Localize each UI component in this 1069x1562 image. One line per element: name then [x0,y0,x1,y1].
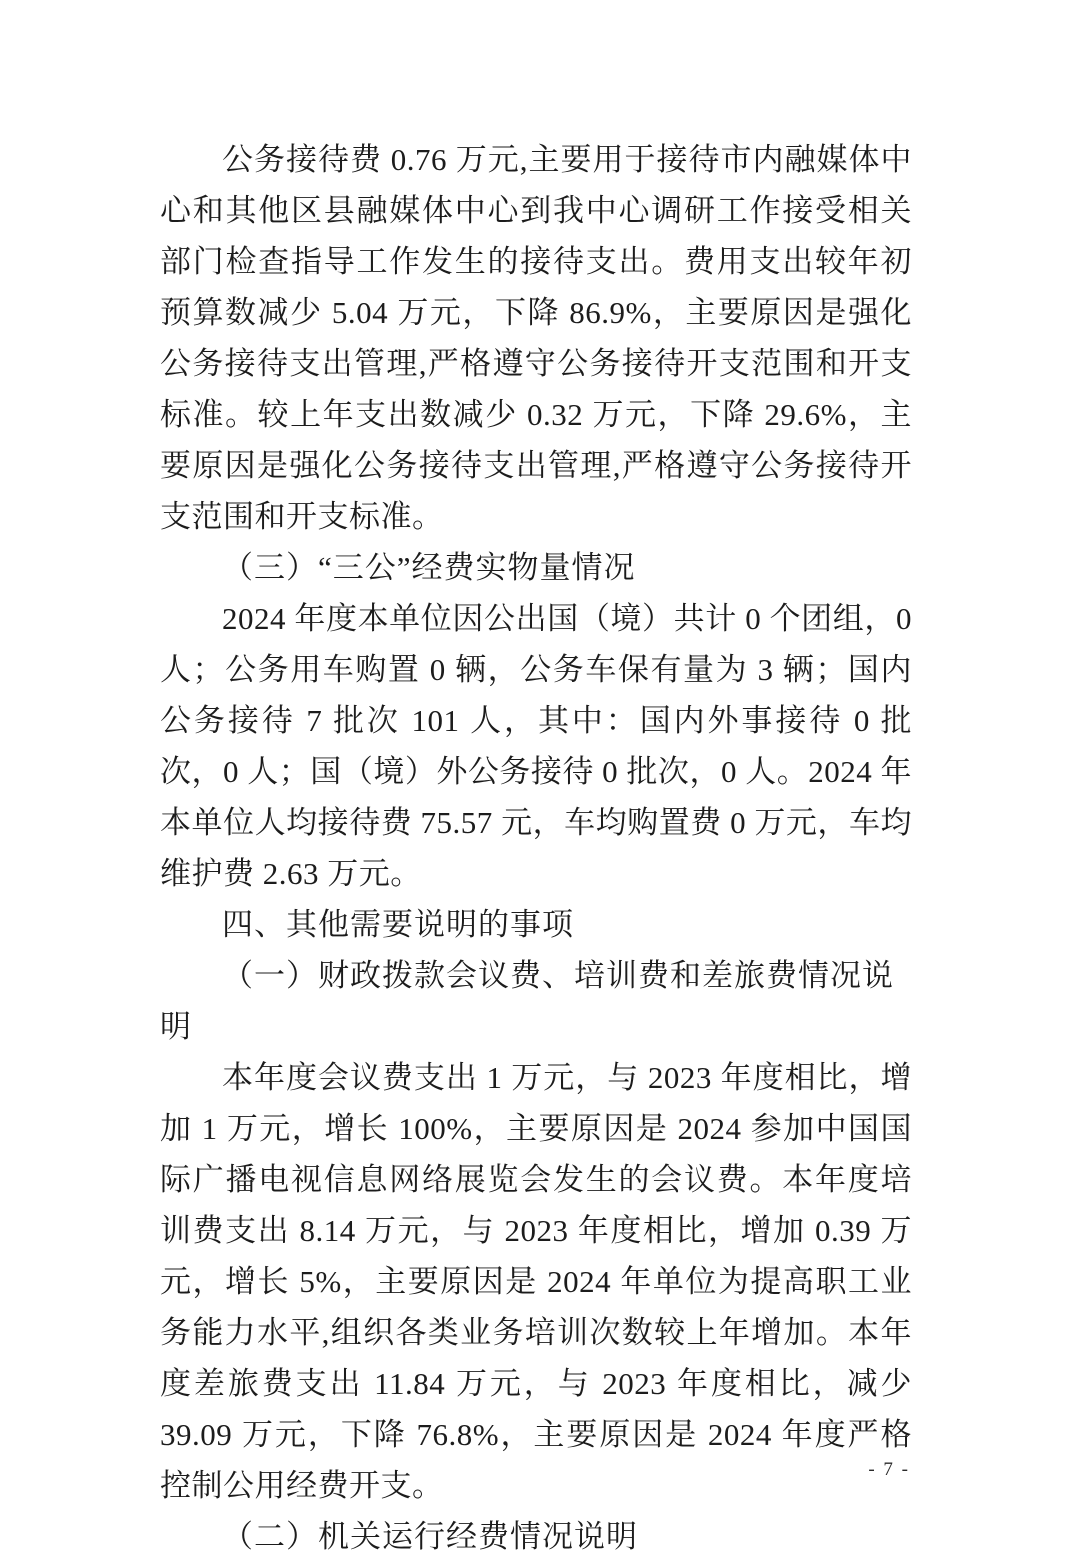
paragraph-expense-quantities-detail: 2024 年度本单位因公出国（境）共计 0 个团组，0 人；公务用车购置 0 辆，公务车保有量为 3 辆；国内公务接待 7 批次 101 人，其中：国内外事接待 0 批次，0 人；国（境）外公务接待 0 批次，0 人。2024 年本单位人均接待费 75.57 元，车均购置费 0 万元，车均维护费 2.63 万元。 [160,601,912,891]
page-number: - 7 - [868,1459,910,1480]
heading-section-two-agency-operating-funds: （二）机关运行经费情况说明 [222,1519,638,1554]
heading-chapter-four-other-matters: 四、其他需要说明的事项 [222,907,574,942]
document-content [160,134,912,1562]
paragraph-official-reception-expense: 公务接待费 0.76 万元,主要用于接待市内融媒体中心和其他区县融媒体中心到我中心调研工作接受相关部门检查指导工作发生的接待支出。费用支出较年初预算数减少 5.04 万元，下降 86.9%，主要原因是强化公务接待支出管理,严格遵守公务接待开支范围和开支标准。较上年支出数减少 0.32 万元，下降 29.6%，主要原因是强化公务接待支出管理,严格遵守公务接待开支范围和开支标准。 [160,142,912,534]
heading-section-one-meeting-training-travel-fees: （一）财政拨款会议费、培训费和差旅费情况说明 [160,958,894,1044]
heading-section-three-public-expense-quantities: （三）“三公”经费实物量情况 [222,550,636,585]
paragraph-meeting-training-travel-detail: 本年度会议费支出 1 万元，与 2023 年度相比，增加 1 万元，增长 100%，主要原因是 2024 参加中国国际广播电视信息网络展览会发生的会议费。本年度培训费支出 8.14 万元，与 2023 年度相比，增加 0.39 万元，增长 5%，主要原因是 2024 年单位为提高职工业务能力水平,组织各类业务培训次数较上年增加。本年度差旅费支出 11.84 万元，与 2023 年度相比，减少 39.09 万元，下降 76.8%，主要原因是 2024 年度严格控制公用经费开支。 [160,1060,912,1503]
